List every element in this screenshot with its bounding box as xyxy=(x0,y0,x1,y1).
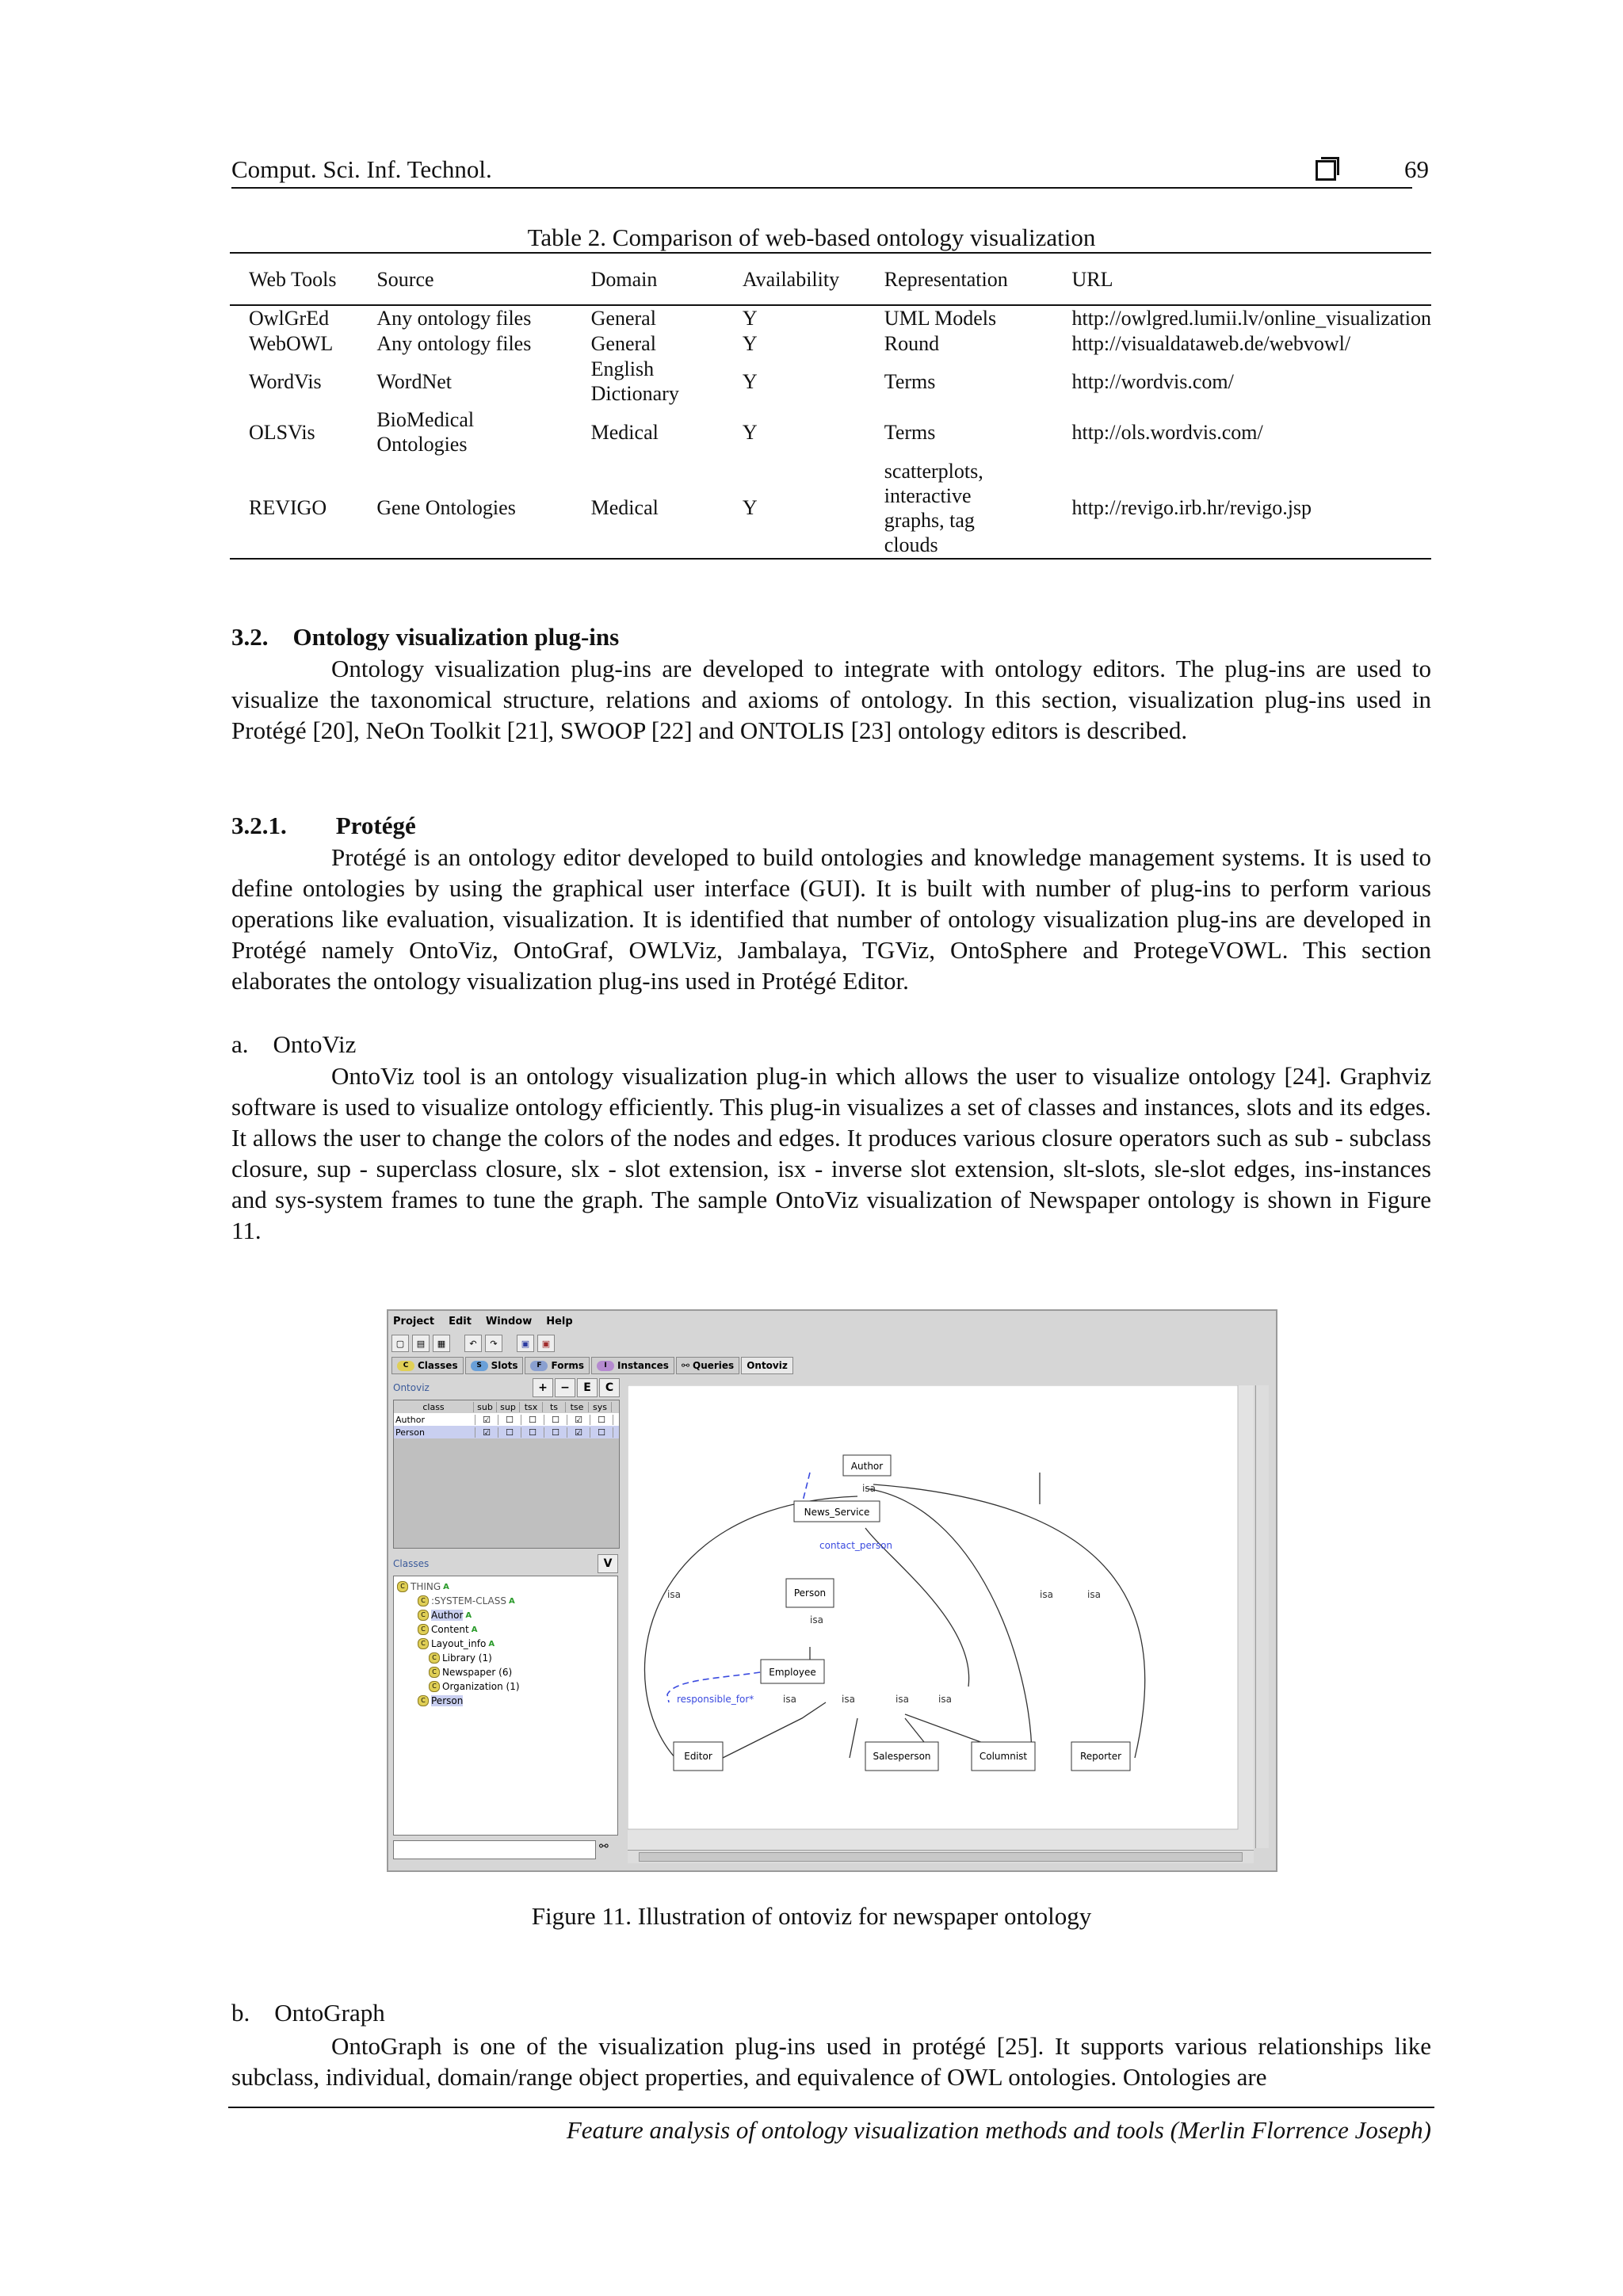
new-icon[interactable]: ▢ xyxy=(391,1335,409,1352)
graph-node-label: News_Service xyxy=(804,1507,870,1518)
col-header: URL xyxy=(1056,253,1431,305)
graph-node-label: Author xyxy=(850,1461,884,1472)
table-row xyxy=(230,407,1431,457)
graph-node-label: Person xyxy=(793,1587,827,1599)
cell: REVIGO xyxy=(230,457,361,559)
cell: Any ontology files xyxy=(376,307,532,330)
class-tree xyxy=(393,1576,618,1836)
graph-node-label: Columnist xyxy=(979,1751,1028,1762)
vertical-scrollbar[interactable] xyxy=(1255,1385,1269,1848)
cell: General xyxy=(590,331,656,355)
checkbox-icon xyxy=(1316,160,1336,181)
cell: BioMedical Ontologies xyxy=(376,408,475,456)
ontoviz-label: Ontoviz xyxy=(393,1382,430,1393)
e-button[interactable]: E xyxy=(577,1378,598,1397)
cell: English Dictionary xyxy=(590,357,679,405)
cell: http://wordvis.com/ xyxy=(1071,369,1234,393)
edge-label: isa xyxy=(896,1694,909,1705)
cell: Y xyxy=(742,420,758,444)
graph-node-label: Employee xyxy=(769,1667,816,1678)
ontology-graph xyxy=(628,1385,1254,1850)
binoculars-icon: ⚯ xyxy=(681,1360,689,1371)
cell: Y xyxy=(742,331,758,355)
figure-caption: Figure 11. Illustration of ontoviz for newspaper ontology xyxy=(531,1902,1092,1930)
tree-item[interactable]: C Content A xyxy=(418,1622,477,1637)
cell: http://visualdataweb.de/webvowl/ xyxy=(1071,331,1351,355)
table-caption: Table 2. Comparison of web-based ontology visualization xyxy=(527,223,1096,251)
tab-bar xyxy=(391,1357,793,1374)
cell: WebOWL xyxy=(249,331,334,355)
menu-edit[interactable]: Edit xyxy=(449,1315,472,1328)
item-a-label: a. OntoViz xyxy=(231,1030,357,1058)
classes-label: Classes xyxy=(393,1558,430,1569)
redo-icon[interactable]: ↷ xyxy=(485,1335,502,1352)
tab-slots[interactable]: S Slots xyxy=(465,1357,524,1374)
col-header: Source xyxy=(361,253,575,305)
cell: scatterplots, interactive graphs, tag clouds xyxy=(869,457,1056,559)
footer-rule xyxy=(228,2107,1434,2108)
horizontal-scrollbar[interactable] xyxy=(628,1850,1254,1863)
cell: http://ols.wordvis.com/ xyxy=(1071,420,1263,444)
table-row xyxy=(230,457,1431,559)
c-button[interactable]: C xyxy=(599,1378,620,1397)
cell: OLSVis xyxy=(249,420,315,444)
tab-queries[interactable]: ⚯ Queries xyxy=(676,1357,739,1374)
cell: Y xyxy=(727,457,869,559)
item-b-label: b. OntoGraph xyxy=(231,1999,385,2027)
class-search-input[interactable] xyxy=(393,1840,596,1859)
cell: http://owlgred.lumii.lv/online_visualization xyxy=(1071,307,1431,330)
graph-node-label: Reporter xyxy=(1079,1751,1122,1762)
edge-label: isa xyxy=(810,1614,823,1626)
tree-item[interactable]: C THING A xyxy=(397,1580,449,1594)
item-b-paragraph: OntoGraph is one of the visualization plug-ins used in protégé [25]. It supports various relationships like subclass, individual, domain/range object properties, and equivalence of OWL ontologies. Ontologies are xyxy=(231,2032,1431,2091)
save-icon[interactable]: ▦ xyxy=(433,1335,450,1352)
cell: UML Models xyxy=(884,307,997,330)
tree-item[interactable]: C Organization (1) xyxy=(429,1679,520,1694)
tab-classes[interactable]: C Classes xyxy=(391,1357,464,1374)
table-row xyxy=(230,305,1431,330)
binoculars-icon[interactable]: ⚯ xyxy=(599,1840,609,1853)
cell: Round xyxy=(884,331,940,355)
delete-icon[interactable]: ▣ xyxy=(537,1335,555,1352)
graph-node-label: Salesperson xyxy=(873,1751,931,1762)
cell: General xyxy=(590,307,656,330)
col-header: Representation xyxy=(869,253,1056,305)
subsection-paragraph: Protégé is an ontology editor developed to build ontologies and knowledge management systems. It is used to define ontologies by using the graphical user interface (GUI). It is built with number of plug-ins to perform various operations like evaluation, visualization. It is identified that number of ontology visualization plug-ins are developed in Protégé namely OntoViz, OntoGraf, OWLViz, Jambalaya, TGViz, OntoSphere and ProtegeVOWL. This section elaborates the ontology visualization plug-ins used in Protégé Editor. xyxy=(231,843,1431,995)
edge-label: isa xyxy=(1087,1589,1101,1600)
tree-item[interactable]: C Person xyxy=(418,1694,463,1708)
menubar xyxy=(388,1311,1276,1331)
config-row[interactable]: Author ☑ ☐ ☐ ☐ ☑ ☐ xyxy=(394,1413,619,1426)
comparison-table xyxy=(230,252,1431,560)
cell: Terms xyxy=(884,420,936,444)
menu-project[interactable]: Project xyxy=(393,1315,435,1328)
table-row xyxy=(230,330,1431,356)
toolbar xyxy=(391,1333,555,1354)
ontoviz-screenshot xyxy=(387,1309,1277,1872)
cell: Y xyxy=(742,307,758,330)
menu-help[interactable]: Help xyxy=(546,1315,573,1328)
col-header: Availability xyxy=(727,253,869,305)
tree-item[interactable]: C Library (1) xyxy=(429,1651,492,1665)
journal-header: Comput. Sci. Inf. Technol. xyxy=(231,155,492,183)
edge-label: isa xyxy=(842,1694,855,1705)
item-a-paragraph: OntoViz tool is an ontology visualization plug-in which allows the user to visualize ontology [24]. Graphviz software is used to visualize ontology efficiently. This plug-in visualizes a set of classes and instances, slots and its edges. It allows the user to change the colors of the nodes and edges. It produces various closure operators such as sub - subclass closure, sup - superclass closure, slx - slot extension, isx - inverse slot extension, slt-slots, sle-slot edges, ins-instances and sys-system frames to tune the graph. The sample OntoViz visualization of Newspaper ontology is shown in Figure 11. xyxy=(231,1062,1431,1244)
ontoviz-header xyxy=(393,1377,620,1398)
classes-header xyxy=(393,1553,618,1574)
table-row xyxy=(230,356,1431,407)
tab-instances[interactable]: I Instances xyxy=(591,1357,674,1374)
chevron-down-icon[interactable]: V xyxy=(598,1554,618,1573)
remove-button[interactable]: − xyxy=(555,1378,575,1397)
copy-icon[interactable]: ▣ xyxy=(517,1335,534,1352)
cell: WordVis xyxy=(249,369,322,393)
edge-label: isa xyxy=(938,1694,952,1705)
col-header: Domain xyxy=(575,253,727,305)
graph-node-label: Editor xyxy=(684,1751,712,1762)
forms-icon: F xyxy=(530,1361,548,1371)
config-row[interactable]: Person ☑ ☐ ☐ ☐ ☑ ☐ xyxy=(394,1426,619,1438)
undo-icon[interactable]: ↶ xyxy=(464,1335,482,1352)
col-header: Web Tools xyxy=(230,253,361,305)
subsection-heading: 3.2.1. Protégé xyxy=(231,812,416,839)
tree-item[interactable]: C :SYSTEM-CLASS A xyxy=(418,1594,515,1608)
tab-forms[interactable]: F Forms xyxy=(525,1357,590,1374)
config-header-row: class sub sup tsx ts tse sys xyxy=(394,1400,619,1413)
section-heading: 3.2. Ontology visualization plug-ins xyxy=(231,623,620,651)
tree-item[interactable]: C Newspaper (6) xyxy=(429,1665,512,1679)
tree-item[interactable]: C Layout_info A xyxy=(418,1637,495,1651)
cell: Terms xyxy=(884,369,936,393)
footer-text: Feature analysis of ontology visualization methods and tools (Merlin Florrence Joseph) xyxy=(566,2116,1431,2144)
cell: WordNet xyxy=(376,369,452,393)
tree-item[interactable]: C Author A xyxy=(418,1608,472,1622)
edge-label: isa xyxy=(667,1589,681,1600)
left-pane xyxy=(393,1377,620,1862)
menu-window[interactable]: Window xyxy=(485,1315,533,1328)
cell: Y xyxy=(742,369,758,393)
cell: http://revigo.irb.hr/revigo.jsp xyxy=(1056,457,1431,559)
page-number: 69 xyxy=(1404,155,1429,183)
page-number-block xyxy=(1316,155,1430,187)
edge-label: isa xyxy=(862,1483,876,1494)
cell: Gene Ontologies xyxy=(361,457,575,559)
cell: Medical xyxy=(590,420,659,444)
scroll-thumb[interactable] xyxy=(639,1852,1243,1862)
section-paragraph: Ontology visualization plug-ins are developed to integrate with ontology editors. The plug-ins are used to visualize the taxonomical structure, relations and axioms of ontology. In this section, visualization plug-ins used in Protégé [20], NeOn Toolkit [21], SWOOP [22] and ONTOLIS [23] ontology editors is described. xyxy=(231,655,1431,744)
edge-label: isa xyxy=(1040,1589,1053,1600)
cell: Any ontology files xyxy=(376,331,532,355)
ontoviz-config-table xyxy=(393,1400,620,1549)
edge-label: responsible_for* xyxy=(677,1694,754,1705)
edge-label: isa xyxy=(783,1694,796,1705)
open-icon[interactable]: ▤ xyxy=(412,1335,430,1352)
header-rule xyxy=(231,187,1412,189)
instances-icon: I xyxy=(597,1361,614,1371)
slots-icon: S xyxy=(471,1361,488,1371)
cell: OwlGrEd xyxy=(249,307,330,330)
add-button[interactable]: + xyxy=(533,1378,553,1397)
classes-icon: C xyxy=(397,1361,414,1371)
cell: Medical xyxy=(575,457,727,559)
tab-ontoviz[interactable]: Ontoviz xyxy=(741,1357,793,1374)
edge-label: contact_person xyxy=(819,1540,893,1551)
table-header-row xyxy=(230,253,1431,305)
